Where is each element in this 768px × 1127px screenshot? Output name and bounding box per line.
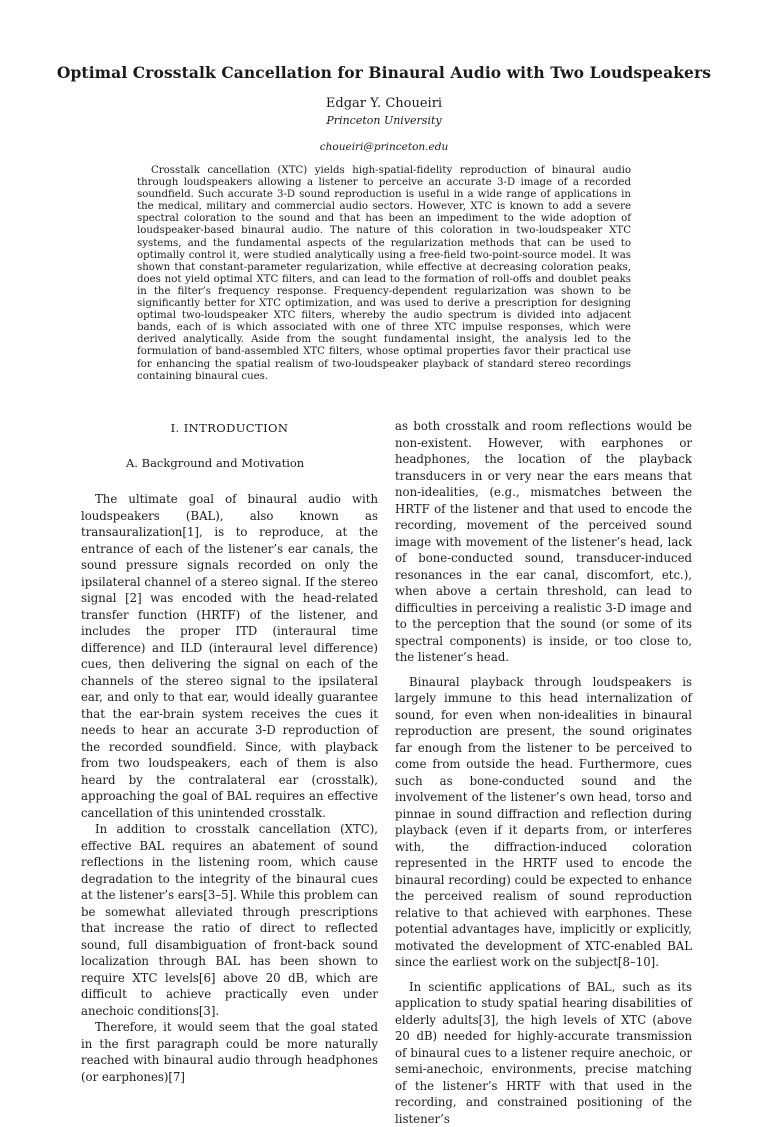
abstract-text: Crosstalk cancellation (XTC) yields high-spatial-fidelity reproduction of binaural audio through loudspeakers allowing a listener to perceive an accurate 3-D image of a recorded soundfield. Such accurate 3-D sound reproduction is useful in a wide range of applications in the medical, military and commercial audio sectors. However, XTC is known to add a severe spectral coloration to the sound and that has been an impediment to the wide adoption of loudspeaker-based binaural audio. The nature of this coloration in two-loudspeaker XTC systems, and the fundamental aspects of the regularization methods that can be used to optimally control it, were studied analytically using a free-field two-point-source model. It was shown that constant-parameter regularization, while effective at decreasing coloration peaks, does not yield optimal XTC filters, and can lead to the formation of roll-offs and doublet peaks in the filter’s frequency response. Frequency-dependent regularization was shown to be significantly better for XTC optimization, and was used to derive a prescription for designing optimal two-loudspeaker XTC filters, whereby the audio spectrum is divided into adjacent bands, each of is which associated with one of three XTC impulse responses, which were derived analytically. Aside from the sought fundamental insight, the analysis led to the formulation of band-assembled XTC filters, whose optimal properties favor their practical use for enhancing the spatial realism of two-loudspeaker playback of standard stereo recordings containing binaural cues.	[137, 165, 631, 383]
author-email: choueiri@princeton.edu	[0, 141, 768, 153]
left-column	[81, 420, 378, 1085]
paper-title: Optimal Crosstalk Cancellation for Binaural Audio with Two Loudspeakers	[0, 63, 768, 82]
paragraph: The ultimate goal of binaural audio with loudspeakers (BAL), also known as transauralization[1], is to reproduce, at the entrance of each of the listener’s ear canals, the sound pressure signals recorded on only the ipsilateral channel of a stereo signal. If the stereo signal [2] was encoded with the head-related transfer function (HRTF) of the listener, and includes the proper ITD (interaural time difference) and ILD (interaural level difference) cues, then delivering the signal on each of the channels of the stereo signal to the ipsilateral ear, and only to that ear, would ideally guarantee that the ear-brain system receives the cues it needs to hear an accurate 3-D reproduction of the recorded soundfield. Since, with playback from two loudspeakers, each of them is also heard by the contralateral ear (crosstalk), approaching the goal of BAL requires an effective cancellation of this unintended crosstalk.	[81, 491, 378, 821]
subsection-heading-background: A. Background and Motivation	[81, 455, 378, 472]
section-heading-introduction: I. INTRODUCTION	[81, 420, 378, 437]
abstract	[137, 165, 631, 383]
right-column	[395, 418, 692, 1127]
author-name: Edgar Y. Choueiri	[0, 96, 768, 111]
paragraph: Therefore, it would seem that the goal stated in the first paragraph could be more naturally reached with binaural audio through headphones (or earphones)[7]	[81, 1019, 378, 1085]
paragraph: Binaural playback through loudspeakers is largely immune to this head internalization of sound, for even when non-idealities in binaural reproduction are present, the sound originates far enough from the listener to be perceived to come from outside the head. Furthermore, cues such as bone-conducted sound and the involvement of the listener’s own head, torso and pinnae in sound diffraction and reflection during playback (even if it departs from, or interferes with, the diffraction-induced coloration represented in the HRTF used to encode the binaural recording) could be expected to enhance the perceived realism of sound reproduction relative to that achieved with earphones. These potential advantages have, implicitly or explicitly, motivated the development of XTC-enabled BAL since the earliest work on the subject[8–10].	[395, 674, 692, 971]
paragraph: In addition to crosstalk cancellation (XTC), effective BAL requires an abatement of sound reflections in the listening room, which cause degradation to the integrity of the binaural cues at the listener’s ears[3–5]. While this problem can be somewhat alleviated through prescriptions that increase the ratio of direct to reflected sound, full disambiguation of front-back sound localization through BAL has been shown to require XTC levels[6] above 20 dB, which are difficult to achieve practically even under anechoic conditions[3].	[81, 821, 378, 1019]
paragraph: as both crosstalk and room reflections would be non-existent. However, with earphones or headphones, the location of the playback transducers in or very near the ears means that non-idealities, (e.g., mismatches between the HRTF of the listener and that used to encode the recording, movement of the perceived sound image with movement of the listener’s head, lack of bone-conducted sound, transducer-induced resonances in the ear canal, discomfort, etc.), when above a certain threshold, can lead to difficulties in perceiving a realistic 3-D image and to the perception that the sound (or some of its spectral components) is inside, or too close to, the listener’s head.	[395, 418, 692, 666]
author-affiliation: Princeton University	[0, 114, 768, 127]
paragraph: In scientific applications of BAL, such as its application to study spatial hearing disabilities of elderly adults[3], the high levels of XTC (above 20 dB) needed for highly-accurate transmission of binaural cues to a listener require anechoic, or semi-anechoic, environments, precise matching of the listener’s HRTF with that used in the recording, and constrained positioning of the listener’s	[395, 979, 692, 1127]
